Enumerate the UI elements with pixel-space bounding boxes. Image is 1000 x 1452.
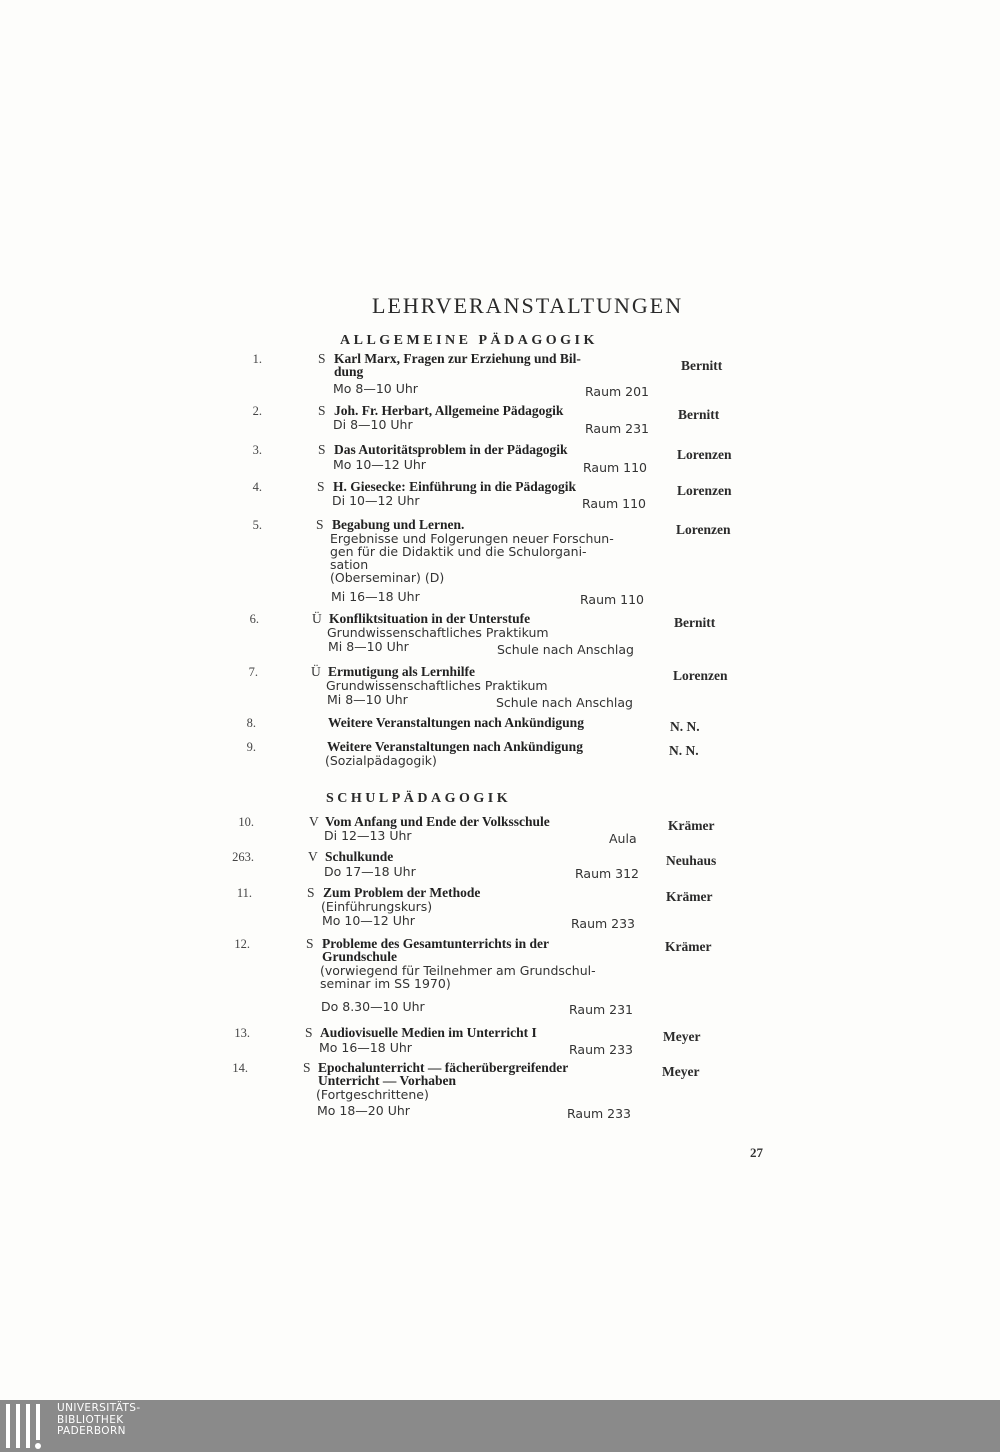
course-time: Mi 8—10 Uhr — [327, 692, 408, 707]
course-title: Probleme des Gesamtunterrichts in der — [322, 936, 549, 951]
course-title: Zum Problem der Methode — [323, 885, 481, 900]
course-lecturer: Bernitt — [678, 407, 720, 422]
course-type: S — [306, 936, 314, 951]
course-room: Raum 233 — [571, 916, 636, 931]
course-time: Mo 10—12 Uhr — [333, 457, 426, 472]
course-number: 2. — [252, 404, 262, 418]
course-title: Weitere Veranstaltungen nach Ankündigung — [327, 739, 583, 754]
course-number: 13. — [234, 1026, 250, 1040]
course-number: 1. — [252, 352, 262, 366]
course-lecturer: Meyer — [662, 1064, 700, 1079]
course-detail: gen für die Didaktik und die Schulorgani- — [330, 544, 587, 559]
course-lecturer: Lorenzen — [676, 522, 731, 537]
course-time: Mo 10—12 Uhr — [322, 913, 415, 928]
course-detail: Ergebnisse und Folgerungen neuer Forschun- — [330, 531, 614, 546]
course-lecturer: Bernitt — [681, 358, 723, 373]
course-number: 3. — [252, 443, 262, 457]
course-lecturer: Bernitt — [674, 615, 716, 630]
course-type: S — [307, 885, 315, 900]
course-detail: (Sozialpädagogik) — [325, 753, 437, 768]
course-type: S — [318, 351, 326, 366]
course-number: 8. — [246, 716, 256, 730]
course-room: Raum 312 — [575, 866, 640, 881]
course-number: 4. — [252, 480, 262, 494]
course-type: Ü — [312, 611, 322, 626]
course-room: Aula — [609, 831, 637, 846]
library-footer — [0, 1400, 1000, 1452]
course-detail: (Oberseminar) (D) — [330, 570, 445, 585]
course-lecturer: Krämer — [666, 889, 713, 904]
course-time: Do 8.30—10 Uhr — [321, 999, 425, 1014]
course-time: Mo 18—20 Uhr — [317, 1103, 410, 1118]
course-time: Do 17—18 Uhr — [324, 864, 416, 879]
course-room: Schule nach Anschlag — [496, 695, 633, 710]
course-number: 9. — [246, 740, 256, 754]
course-time: Di 8—10 Uhr — [333, 417, 413, 432]
course-lecturer: N. N. — [669, 743, 699, 758]
course-number: 5. — [252, 518, 262, 532]
page-title: LEHRVERANSTALTUNGEN — [372, 293, 684, 318]
course-title: Grundschule — [322, 949, 398, 964]
course-lecturer: Meyer — [663, 1029, 701, 1044]
course-time: Mi 16—18 Uhr — [331, 589, 420, 604]
course-room: Raum 231 — [569, 1002, 634, 1017]
course-number: 14. — [232, 1061, 248, 1075]
course-time: Mi 8—10 Uhr — [328, 639, 409, 654]
course-title: Audiovisuelle Medien im Unterricht I — [320, 1025, 537, 1040]
course-room: Raum 110 — [583, 460, 648, 475]
course-number: 11. — [236, 886, 252, 900]
course-time: Di 10—12 Uhr — [332, 493, 420, 508]
course-type: S — [305, 1025, 313, 1040]
course-lecturer: Krämer — [668, 818, 715, 833]
course-room: Raum 110 — [582, 496, 647, 511]
course-time: Mo 16—18 Uhr — [319, 1040, 412, 1055]
logo-line: UNIVERSITÄTS- — [57, 1402, 141, 1414]
course-detail: seminar im SS 1970) — [320, 976, 451, 991]
course-detail: Grundwissenschaftliches Praktikum — [326, 678, 548, 693]
course-room: Raum 110 — [580, 592, 645, 607]
course-title: Karl Marx, Fragen zur Erziehung und Bil- — [334, 351, 581, 366]
logo-line: BIBLIOTHEK — [57, 1413, 124, 1426]
library-logo-icon — [4, 1404, 52, 1450]
course-title: Begabung und Lernen. — [332, 517, 465, 532]
course-type: V — [308, 849, 318, 864]
page-number: 27 — [750, 1145, 763, 1160]
course-room: Raum 233 — [567, 1106, 632, 1121]
course-type: S — [303, 1060, 311, 1075]
course-type: S — [318, 442, 326, 457]
course-lecturer: N. N. — [670, 719, 700, 734]
course-title: Joh. Fr. Herbart, Allgemeine Pädagogik — [334, 403, 564, 418]
course-title: Unterricht — Vorhaben — [318, 1073, 456, 1088]
course-time: Mo 8—10 Uhr — [333, 381, 418, 396]
course-number: 7. — [248, 665, 258, 679]
course-room: Raum 201 — [585, 384, 650, 399]
course-detail: (Fortgeschrittene) — [316, 1087, 429, 1102]
course-number: 12. — [234, 937, 250, 951]
course-lecturer: Lorenzen — [677, 483, 732, 498]
course-lecturer: Krämer — [665, 939, 712, 954]
course-lecturer: Lorenzen — [677, 447, 732, 462]
course-number: 10. — [238, 815, 254, 829]
section-heading-allgemeine-paedagogik: ALLGEMEINE PÄDAGOGIK — [340, 333, 598, 348]
library-logo-text — [57, 1403, 141, 1438]
course-detail: sation — [330, 557, 369, 572]
course-detail: (vorwiegend für Teilnehmer am Grundschul- — [320, 963, 596, 978]
course-room: Raum 233 — [569, 1042, 634, 1057]
course-lecturer: Lorenzen — [673, 668, 728, 683]
course-time: Di 12—13 Uhr — [324, 828, 412, 843]
course-title: Das Autoritätsproblem in der Pädagogik — [334, 442, 568, 457]
course-lecturer: Neuhaus — [666, 853, 717, 868]
course-type: S — [317, 479, 325, 494]
course-title: Ermutigung als Lernhilfe — [328, 664, 476, 679]
course-number: 263. — [232, 850, 254, 864]
course-detail: (Einführungskurs) — [321, 899, 433, 914]
course-type: S — [316, 517, 324, 532]
course-type: V — [309, 814, 319, 829]
course-type: S — [318, 403, 326, 418]
course-number: 6. — [249, 612, 259, 626]
course-title: Weitere Veranstaltungen nach Ankündigung — [328, 715, 584, 730]
course-room: Schule nach Anschlag — [497, 642, 634, 657]
course-type: Ü — [311, 664, 321, 679]
logo-line: PADERBORN — [57, 1425, 126, 1437]
course-title: Schulkunde — [325, 849, 394, 864]
course-title: Vom Anfang und Ende der Volksschule — [325, 814, 550, 829]
course-title: dung — [334, 364, 364, 379]
course-room: Raum 231 — [585, 421, 650, 436]
course-title: Epochalunterricht — fächerübergreifender — [318, 1060, 569, 1075]
section-heading-schulpaedagogik: SCHULPÄDAGOGIK — [326, 791, 512, 806]
course-title: H. Giesecke: Einführung in die Pädagogik — [333, 479, 577, 494]
course-title: Konfliktsituation in der Unterstufe — [329, 611, 531, 626]
course-detail: Grundwissenschaftliches Praktikum — [327, 625, 549, 640]
